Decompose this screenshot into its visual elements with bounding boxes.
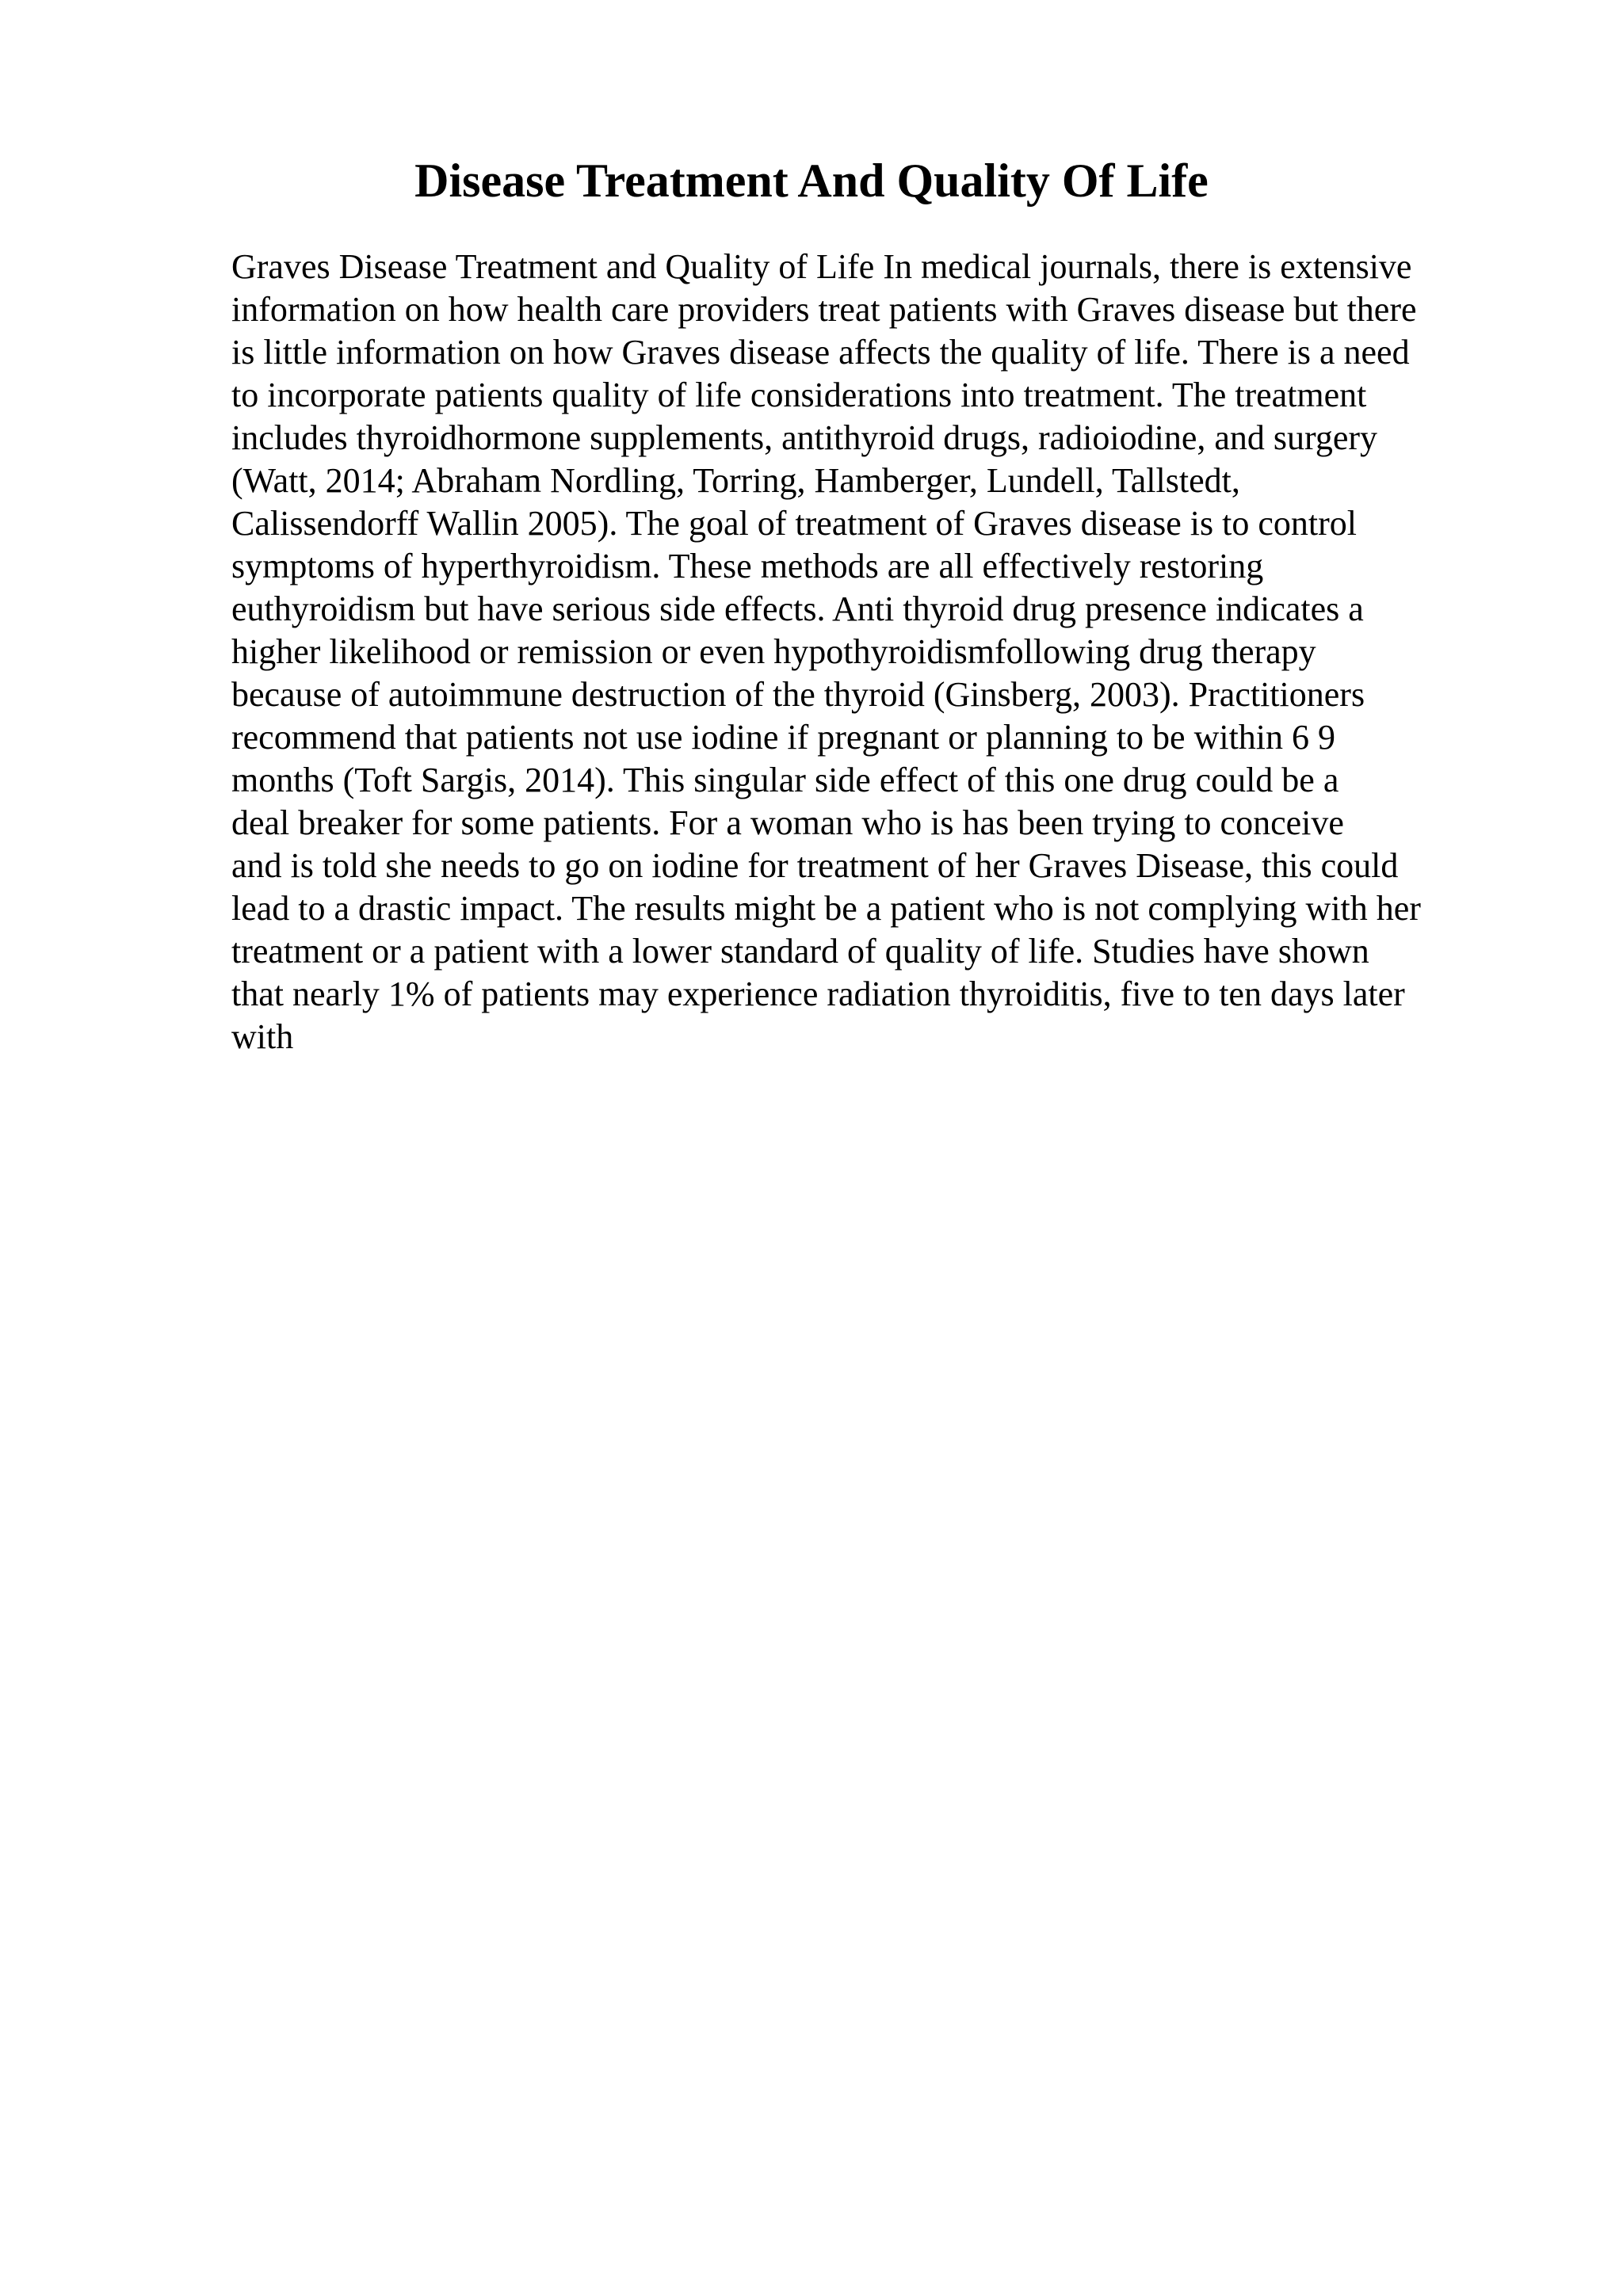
document-body (231, 246, 1515, 1058)
body-line: Graves Disease Treatment and Quality of Life In medical journals, there is extensive (231, 247, 1412, 286)
body-line: Calissendorff Wallin 2005). The goal of treatment of Graves disease is to control (231, 504, 1358, 543)
body-line: that nearly 1% of patients may experience radiation thyroiditis, five to ten days later (231, 974, 1405, 1013)
body-line: treatment or a patient with a lower standard of quality of life. Studies have shown (231, 932, 1369, 971)
body-line: and is told she needs to go on iodine for treatment of her Graves Disease, this could (231, 846, 1399, 885)
body-line: euthyroidism but have serious side effects. Anti thyroid drug presence indicates a (231, 589, 1364, 628)
body-line: symptoms of hyperthyroidism. These methods are all effectively restoring (231, 547, 1264, 585)
body-line: to incorporate patients quality of life considerations into treatment. The treatment (231, 376, 1367, 414)
body-line: information on how health care providers treat patients with Graves disease but there (231, 290, 1417, 329)
body-line: includes thyroidhormone supplements, antithyroid drugs, radioiodine, and surgery (231, 418, 1378, 457)
body-line: higher likelihood or remission or even hypothyroidismfollowing drug therapy (231, 632, 1316, 671)
body-line: deal breaker for some patients. For a woman who is has been trying to conceive (231, 803, 1344, 842)
body-line: is little information on how Graves disease affects the quality of life. There is a need (231, 333, 1410, 372)
body-line: months (Toft Sargis, 2014). This singular side effect of this one drug could be a (231, 761, 1339, 799)
body-line: lead to a drastic impact. The results might be a patient who is not complying with her (231, 889, 1421, 928)
body-line: recommend that patients not use iodine if pregnant or planning to be within 6 9 (231, 718, 1336, 757)
document-title: Disease Treatment And Quality Of Life (414, 154, 1209, 207)
body-line: with (231, 1017, 294, 1056)
body-line: (Watt, 2014; Abraham Nordling, Torring, Hamberger, Lundell, Tallstedt, (231, 461, 1240, 500)
body-line: because of autoimmune destruction of the thyroid (Ginsberg, 2003). Practitioners (231, 675, 1365, 714)
